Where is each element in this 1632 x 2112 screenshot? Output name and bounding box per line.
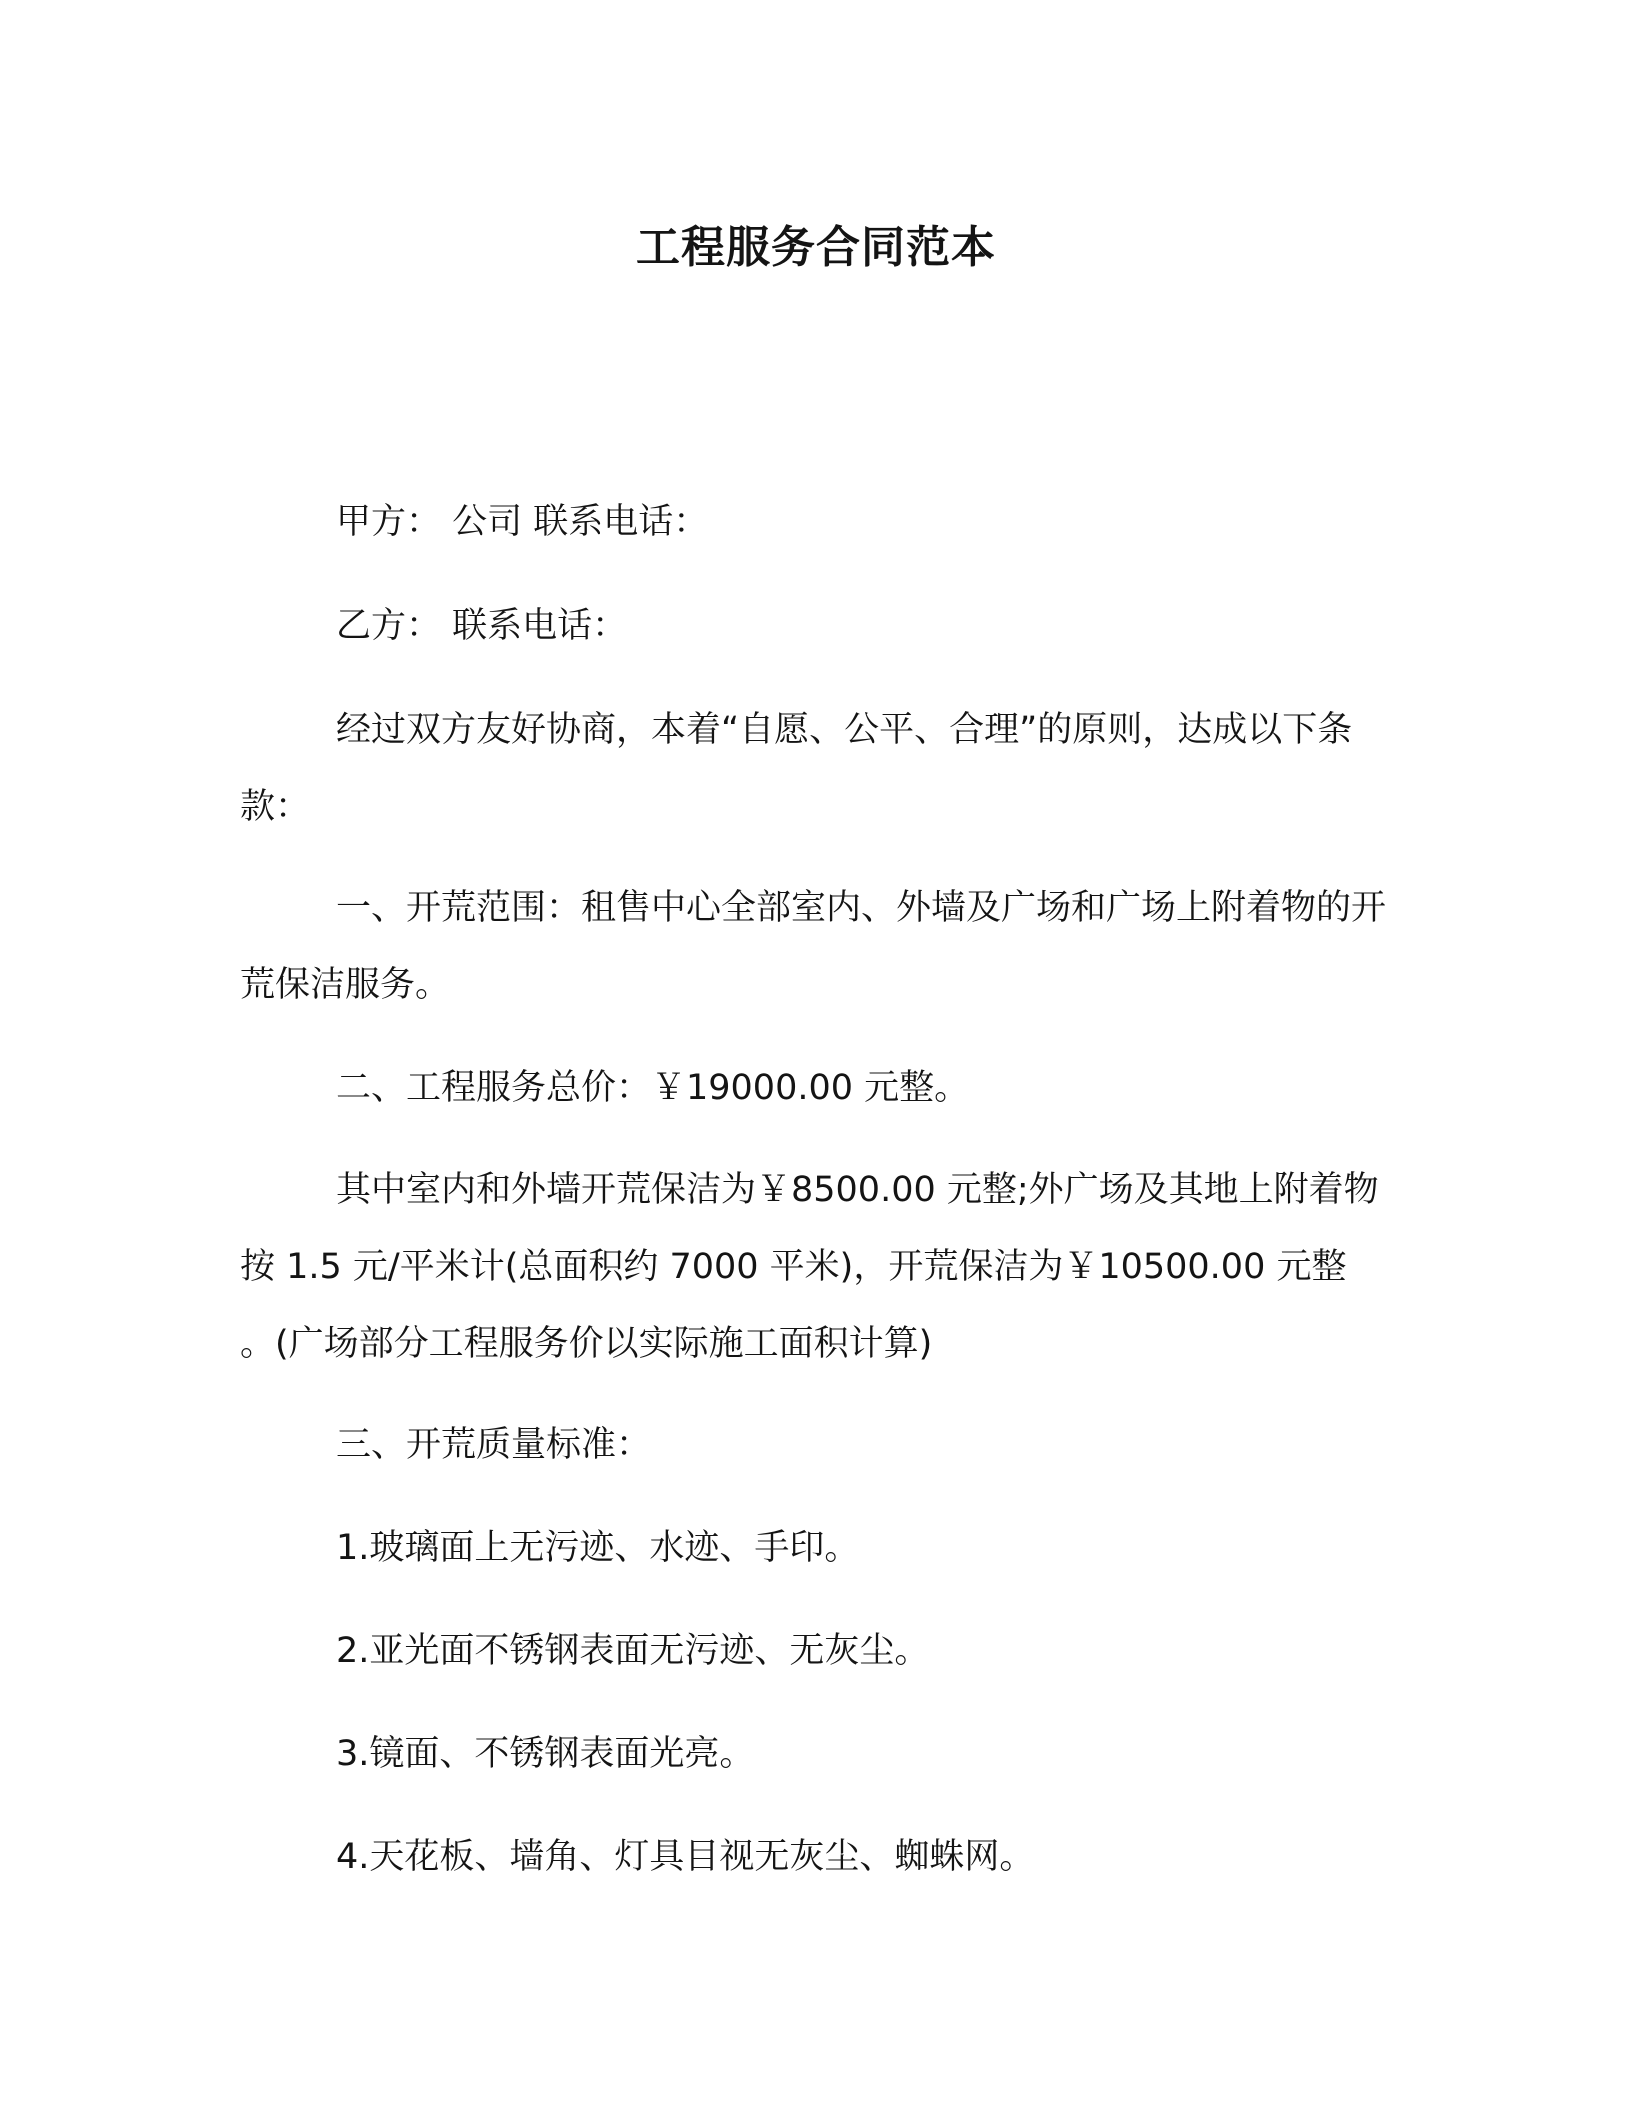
clause-2-detail-paragraph: 其中室内和外墙开荒保洁为￥8500.00 元整;外广场及其地上附着物按 1.5 元/平米计(总面积约 7000 平米)，开荒保洁为￥10500.00 元整 。(广场部分工程服务价以实际施工面积计算) — [240, 1170, 1379, 1364]
party-a-line: 甲方： 公司 联系电话： — [336, 502, 709, 542]
document-title: 工程服务合同范本 — [636, 222, 996, 273]
standard-item: 3.镜面、不锈钢表面光亮。 — [336, 1734, 755, 1774]
standard-item: 1.玻璃面上无污迹、水迹、手印。 — [336, 1528, 860, 1568]
standard-item: 2.亚光面不锈钢表面无污迹、无灰尘。 — [336, 1631, 930, 1671]
standard-item: 4.天花板、墙角、灯具目视无灰尘、蜘蛛网。 — [336, 1837, 1035, 1877]
preamble-paragraph: 经过双方友好协商，本着“自愿、公平、合理”的原则，达成以下条款： — [240, 710, 1353, 827]
clause-2-paragraph: 二、工程服务总价：￥19000.00 元整。 — [336, 1068, 970, 1108]
clause-1-paragraph: 一、开荒范围：租售中心全部室内、外墙及广场和广场上附着物的开荒保洁服务。 — [240, 888, 1387, 1005]
clause-3-heading: 三、开荒质量标准： — [336, 1425, 652, 1465]
party-b-line: 乙方： 联系电话： — [336, 606, 628, 646]
